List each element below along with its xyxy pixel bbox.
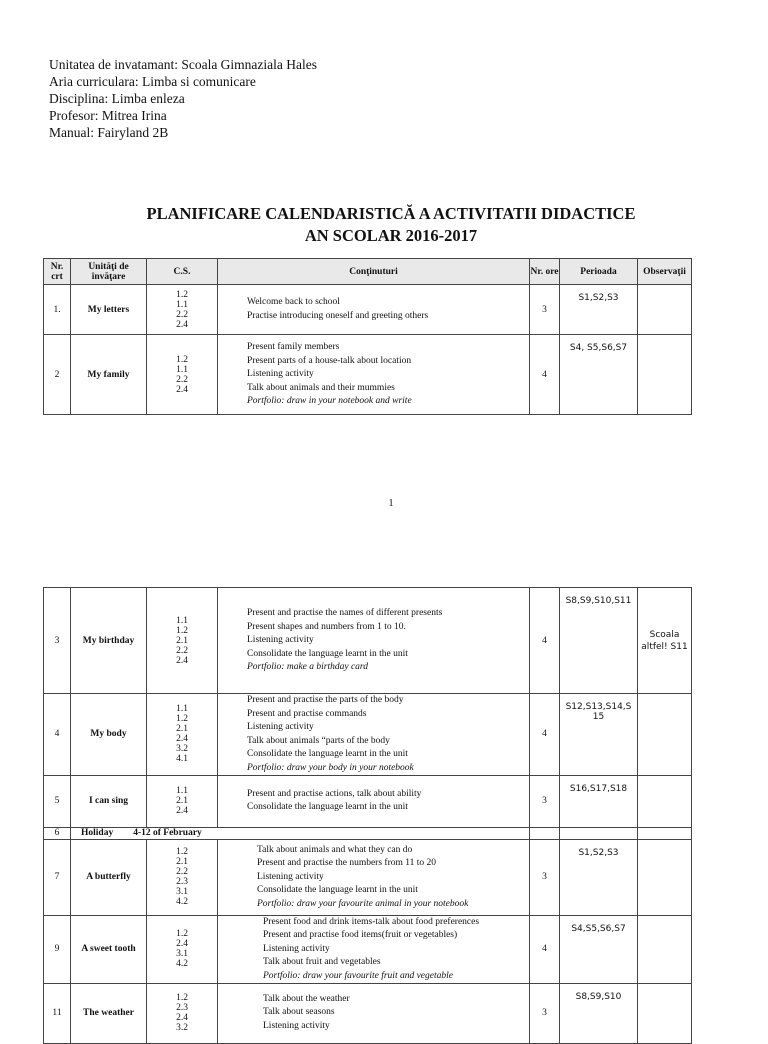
column-header-cs: C.S. xyxy=(147,259,218,285)
content-cell xyxy=(218,335,530,415)
bullet-icon xyxy=(228,355,247,369)
competency-code: 2.4 xyxy=(176,384,188,395)
observations xyxy=(638,335,692,415)
unit-name: My family xyxy=(71,335,147,415)
planning-table-page-1 xyxy=(43,258,692,415)
content-item xyxy=(228,748,529,762)
table-row xyxy=(44,335,692,415)
content-item-text: Talk about the weather xyxy=(263,993,350,1004)
content-item xyxy=(238,844,529,858)
competency-code: 1.2 xyxy=(176,354,188,365)
table-row xyxy=(44,588,692,694)
column-header-period: Perioada xyxy=(560,259,638,285)
competency-code: 2.1 xyxy=(176,724,188,735)
competency-code: 2.2 xyxy=(176,374,188,385)
unit-name: I can sing xyxy=(71,775,147,827)
content-item-text: Talk about fruit and vegetables xyxy=(263,957,381,967)
content-cell xyxy=(218,285,530,335)
content-item-text: Present and practise the names of different presents xyxy=(247,608,443,618)
row-number: 5 xyxy=(44,775,71,827)
competency-code: 1.2 xyxy=(176,847,188,857)
competency-code: 2.2 xyxy=(176,309,188,320)
bullet-icon xyxy=(228,721,247,735)
competencies-cell xyxy=(147,915,218,983)
competencies-cell xyxy=(147,285,218,335)
bullet-icon xyxy=(228,621,247,635)
competency-code: 3.1 xyxy=(176,887,188,897)
competency-code: 2.4 xyxy=(176,319,188,330)
content-item xyxy=(228,801,529,815)
competencies-cell xyxy=(147,775,218,827)
content-item xyxy=(228,368,529,382)
period-weeks: S4,S5,S6,S7 xyxy=(560,915,638,983)
hours-count: 4 xyxy=(530,588,560,694)
period-weeks: S4, S5,S6,S7 xyxy=(560,335,638,415)
hours-count: 3 xyxy=(530,983,560,1043)
row-number: 2 xyxy=(44,335,71,415)
hours-count: 4 xyxy=(530,694,560,776)
content-item-text: Present and practise the numbers from 11 to 20 xyxy=(257,858,437,868)
bullet-icon xyxy=(244,1006,263,1020)
competency-code: 2.3 xyxy=(176,1003,188,1013)
unit-name: My body xyxy=(71,694,147,776)
content-item xyxy=(228,694,529,708)
content-item xyxy=(228,341,529,355)
unit-name: My birthday xyxy=(71,588,147,694)
content-item xyxy=(228,355,529,369)
content-item-text: Consolidate the language learnt in the unit xyxy=(247,648,408,659)
content-item xyxy=(228,296,529,310)
bullet-icon xyxy=(238,857,257,871)
period-weeks: S1,S2,S3 xyxy=(560,285,638,335)
competencies-cell xyxy=(147,983,218,1043)
bullet-icon xyxy=(238,844,257,858)
content-cell xyxy=(218,915,530,983)
competency-code: 3.1 xyxy=(176,949,188,959)
bullet-icon xyxy=(228,341,247,355)
content-item-text: Consolidate the language learnt in the unit xyxy=(247,802,408,812)
competency-code: 1.1 xyxy=(176,364,188,375)
observations xyxy=(638,915,692,983)
teacher-line: Profesor: Mitrea Irina xyxy=(49,108,167,123)
content-item xyxy=(238,871,529,885)
table-header-row xyxy=(44,259,692,285)
competency-code: 2.1 xyxy=(176,857,188,867)
competency-code: 1.1 xyxy=(176,615,188,626)
column-header-hours: Nr. ore xyxy=(530,259,560,285)
column-header-nr: Nr. crt xyxy=(44,259,71,285)
content-item xyxy=(244,1020,529,1034)
content-item-text: Present food and drink items-talk about food preferences xyxy=(263,916,480,927)
competency-code: 2.4 xyxy=(176,655,188,666)
column-header-content: Conţinuturi xyxy=(218,259,530,285)
content-item xyxy=(228,621,529,635)
page-number: 1 xyxy=(388,498,394,509)
row-number: 6 xyxy=(44,827,71,839)
period-weeks: S1,S2,S3 xyxy=(560,839,638,915)
empty-cell xyxy=(560,827,638,839)
content-item-text: Consolidate the language learnt in the unit xyxy=(247,749,408,759)
bullet-icon xyxy=(244,956,263,970)
competency-code: 3.2 xyxy=(176,744,188,755)
unit-name: My letters xyxy=(71,285,147,335)
content-item xyxy=(228,735,529,749)
content-item-text: Listening activity xyxy=(263,1020,330,1031)
row-number: 7 xyxy=(44,839,71,915)
competency-code: 4.2 xyxy=(176,959,188,969)
observations xyxy=(638,775,692,827)
bullet-icon xyxy=(238,871,257,885)
competencies-cell xyxy=(147,839,218,915)
row-number: 11 xyxy=(44,983,71,1043)
content-item xyxy=(228,648,529,662)
content-item xyxy=(228,788,529,802)
period-weeks: S12,S13,S14,S 15 xyxy=(560,694,638,776)
column-header-observations: Observaţii xyxy=(638,259,692,285)
content-item xyxy=(228,708,529,722)
bullet-icon xyxy=(228,748,247,762)
bullet-icon xyxy=(244,916,263,930)
content-item-text: Talk about animals and their mummies xyxy=(247,382,395,393)
content-item xyxy=(244,1006,529,1020)
bullet-icon xyxy=(244,943,263,957)
table-row xyxy=(44,915,692,983)
content-item xyxy=(228,721,529,735)
table-row xyxy=(44,694,692,776)
empty-cell xyxy=(638,827,692,839)
textbook-line: Manual: Fairyland 2B xyxy=(49,125,169,140)
content-item-text: Welcome back to school xyxy=(247,297,340,307)
hours-count: 3 xyxy=(530,285,560,335)
column-header-unit: Unităţi de învăţare xyxy=(71,259,147,285)
holiday-label xyxy=(71,827,530,839)
observations: Scoala altfel! S11 xyxy=(638,588,692,694)
content-item-text: Present and practise food items(fruit or vegetables) xyxy=(263,930,458,940)
observations xyxy=(638,694,692,776)
portfolio-note: Portfolio: draw your favourite fruit and vegetable xyxy=(263,970,453,981)
row-number: 1. xyxy=(44,285,71,335)
content-item-text: Present and practise commands xyxy=(247,708,367,719)
content-item-text: Talk about seasons xyxy=(263,1007,335,1018)
bullet-icon xyxy=(244,1020,263,1034)
content-cell xyxy=(218,775,530,827)
observations xyxy=(638,983,692,1043)
competency-code: 1.2 xyxy=(176,289,188,300)
competency-code: 4.2 xyxy=(176,897,188,907)
holiday-row xyxy=(44,827,692,839)
content-cell xyxy=(218,983,530,1043)
school-line: Unitatea de invatamant: Scoala Gimnaziala Hales xyxy=(49,57,318,72)
competency-code: 1.1 xyxy=(176,704,188,715)
table-row xyxy=(44,775,692,827)
portfolio-note: Portfolio: make a birthday card xyxy=(247,662,369,672)
observations xyxy=(638,839,692,915)
subject-line: Disciplina: Limba enleza xyxy=(49,91,185,106)
hours-count: 3 xyxy=(530,775,560,827)
bullet-icon xyxy=(228,310,247,324)
content-item-text: Talk about animals “parts of the body xyxy=(247,735,390,746)
document-header xyxy=(49,56,317,141)
content-item-text: Present family members xyxy=(247,342,340,352)
content-cell xyxy=(218,694,530,776)
bullet-icon xyxy=(244,929,263,943)
content-cell xyxy=(218,588,530,694)
period-weeks: S8,S9,S10,S11 xyxy=(560,588,638,694)
bullet-icon xyxy=(244,993,263,1007)
competency-code: 2.3 xyxy=(176,877,188,887)
hours-count: 4 xyxy=(530,915,560,983)
competency-code: 1.2 xyxy=(176,993,188,1003)
bullet-icon xyxy=(228,382,247,396)
competency-code: 2.2 xyxy=(176,867,188,877)
content-item xyxy=(244,929,529,943)
competency-code: 2.4 xyxy=(176,939,188,949)
content-item xyxy=(228,382,529,396)
content-item xyxy=(244,993,529,1007)
competencies-cell xyxy=(147,335,218,415)
bullet-icon xyxy=(238,884,257,898)
content-item-text: Present and practise the parts of the body xyxy=(247,695,404,705)
portfolio-note: Portfolio: draw in your notebook and write xyxy=(247,396,412,406)
content-item-text: Listening activity xyxy=(257,871,324,882)
content-item-text: Listening activity xyxy=(247,635,314,645)
competency-code: 3.2 xyxy=(176,1023,188,1033)
planning-table-page-2 xyxy=(43,587,692,1044)
competency-code: 2.1 xyxy=(176,796,188,806)
content-item xyxy=(238,857,529,871)
content-item-text: Present shapes and numbers from 1 to 10. xyxy=(247,621,406,632)
competency-code: 2.1 xyxy=(176,635,188,646)
school-year-title: AN SCOLAR 2016-2017 xyxy=(304,226,478,245)
competency-code: 1.1 xyxy=(176,786,188,796)
bullet-icon xyxy=(228,708,247,722)
content-item-text: Listening activity xyxy=(263,943,330,954)
bullet-icon xyxy=(228,607,247,621)
unit-name: A butterfly xyxy=(71,839,147,915)
content-item-text: Present parts of a house-talk about location xyxy=(247,355,412,366)
hours-count: 3 xyxy=(530,839,560,915)
content-item xyxy=(228,310,529,324)
table-row xyxy=(44,983,692,1043)
content-item xyxy=(244,943,529,957)
portfolio-note: Portfolio: draw your favourite animal in your notebook xyxy=(257,898,469,909)
table-row xyxy=(44,839,692,915)
holiday-name: Holiday xyxy=(81,828,114,838)
competency-code: 4.1 xyxy=(176,754,188,765)
competency-code: 1.1 xyxy=(176,299,188,310)
bullet-icon xyxy=(228,634,247,648)
document-title: PLANIFICARE CALENDARISTICĂ A ACTIVITATII DIDACTICE xyxy=(146,204,636,223)
competencies-cell xyxy=(147,694,218,776)
content-item-text: Talk about animals and what they can do xyxy=(257,844,413,855)
period-weeks: S16,S17,S18 xyxy=(560,775,638,827)
observations xyxy=(638,285,692,335)
competency-code: 2.4 xyxy=(176,806,188,816)
competency-code: 1.2 xyxy=(176,929,188,939)
content-cell xyxy=(218,839,530,915)
unit-name: A sweet tooth xyxy=(71,915,147,983)
portfolio-note: Portfolio: draw your body in your notebook xyxy=(247,762,414,773)
hours-count: 4 xyxy=(530,335,560,415)
table-row xyxy=(44,285,692,335)
content-item-text: Listening activity xyxy=(247,369,314,379)
content-item xyxy=(238,884,529,898)
bullet-icon xyxy=(228,694,247,708)
bullet-icon xyxy=(228,296,247,310)
bullet-icon xyxy=(228,648,247,662)
competency-code: 2.4 xyxy=(176,734,188,745)
content-item xyxy=(228,607,529,621)
competency-code: 2.2 xyxy=(176,645,188,656)
row-number: 3 xyxy=(44,588,71,694)
content-item-text: Listening activity xyxy=(247,722,314,732)
row-number: 4 xyxy=(44,694,71,776)
empty-cell xyxy=(530,827,560,839)
competency-code: 2.4 xyxy=(176,1013,188,1023)
bullet-icon xyxy=(228,735,247,749)
bullet-icon xyxy=(228,801,247,815)
curricular-area-line: Aria curriculara: Limba si comunicare xyxy=(49,74,256,89)
row-number: 9 xyxy=(44,915,71,983)
competency-code: 1.2 xyxy=(176,625,188,636)
content-item-text: Consolidate the language learnt in the unit xyxy=(257,885,418,895)
competencies-cell xyxy=(147,588,218,694)
period-weeks: S8,S9,S10 xyxy=(560,983,638,1043)
content-item-text: Practise introducing oneself and greeting others xyxy=(247,310,429,321)
unit-name: The weather xyxy=(71,983,147,1043)
content-item xyxy=(244,956,529,970)
holiday-dates: 4-12 of February xyxy=(133,828,202,838)
competency-code: 1.2 xyxy=(176,714,188,725)
content-item xyxy=(228,634,529,648)
content-item-text: Present and practise actions, talk about ability xyxy=(247,788,422,799)
bullet-icon xyxy=(228,368,247,382)
content-item xyxy=(244,916,529,930)
bullet-icon xyxy=(228,788,247,802)
